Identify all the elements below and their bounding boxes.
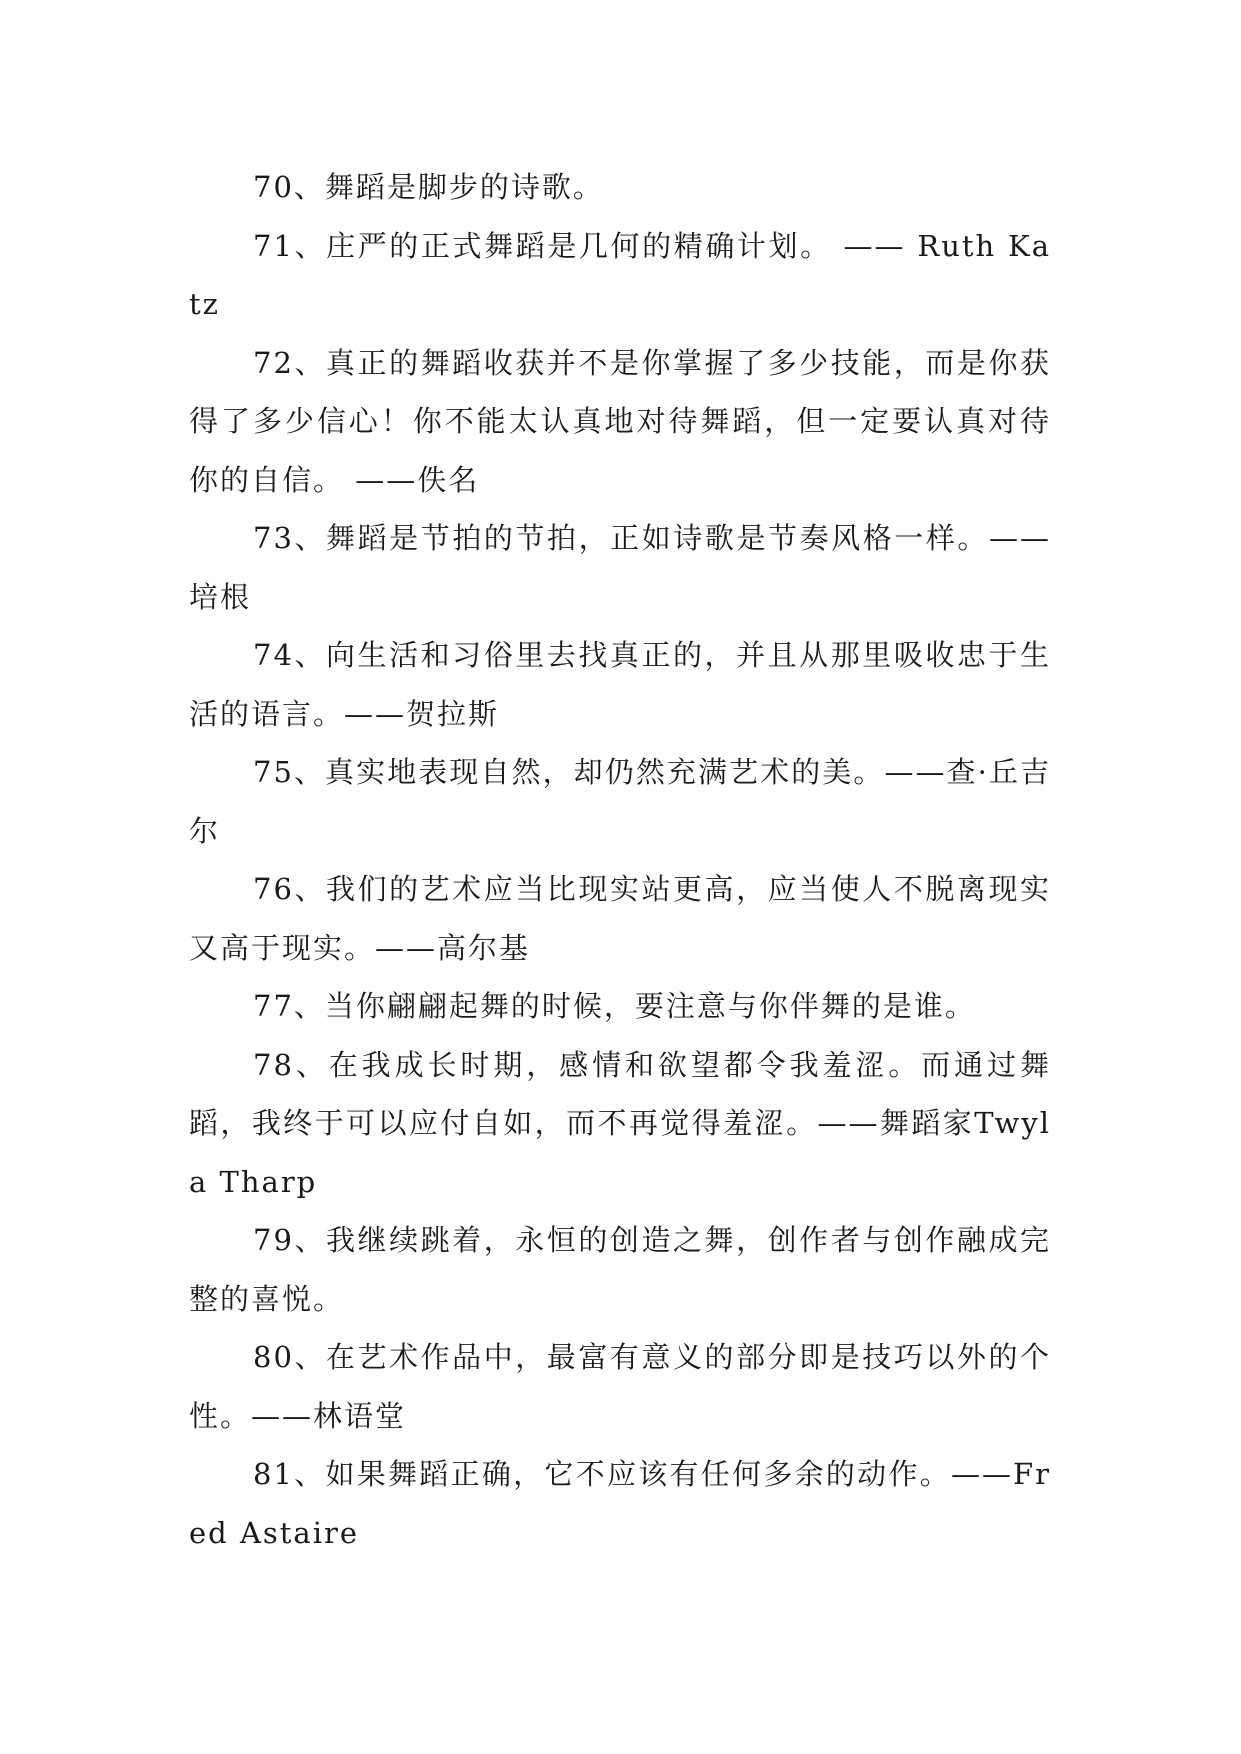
quote-paragraph: 79、我继续跳着，永恒的创造之舞，创作者与创作融成完整的喜悦。 — [189, 1223, 1051, 1316]
quote-paragraph: 74、向生活和习俗里去找真正的，并且从那里吸收忠于生活的语言。——贺拉斯 — [189, 638, 1051, 731]
quote-paragraph: 71、庄严的正式舞蹈是几何的精确计划。 —— Ruth Katz — [189, 228, 1051, 321]
quote-paragraph: 73、舞蹈是节拍的节拍，正如诗歌是节奏风格一样。——培根 — [189, 521, 1051, 614]
document-page — [189, 158, 1051, 1562]
quote-paragraph: 81、如果舞蹈正确，它不应该有任何多余的动作。——Fred Astaire — [189, 1457, 1051, 1550]
quote-paragraph: 80、在艺术作品中，最富有意义的部分即是技巧以外的个性。——林语堂 — [189, 1340, 1051, 1433]
quote-paragraph: 77、当你翩翩起舞的时候，要注意与你伴舞的是谁。 — [253, 989, 976, 1023]
quote-paragraph: 76、我们的艺术应当比现实站更高，应当使人不脱离现实又高于现实。——高尔基 — [189, 872, 1051, 965]
quote-paragraph: 72、真正的舞蹈收获并不是你掌握了多少技能，而是你获得了多少信心！你不能太认真地对待舞蹈，但一定要认真对待你的自信。 ——佚名 — [189, 345, 1051, 497]
quote-paragraph: 75、真实地表现自然，却仍然充满艺术的美。——查·丘吉尔 — [189, 755, 1051, 848]
quote-paragraph: 70、舞蹈是脚步的诗歌。 — [253, 170, 604, 204]
quote-paragraph: 78、在我成长时期，感情和欲望都令我羞涩。而通过舞蹈，我终于可以应付自如，而不再觉得羞涩。——舞蹈家Twyla Tharp — [189, 1047, 1051, 1199]
